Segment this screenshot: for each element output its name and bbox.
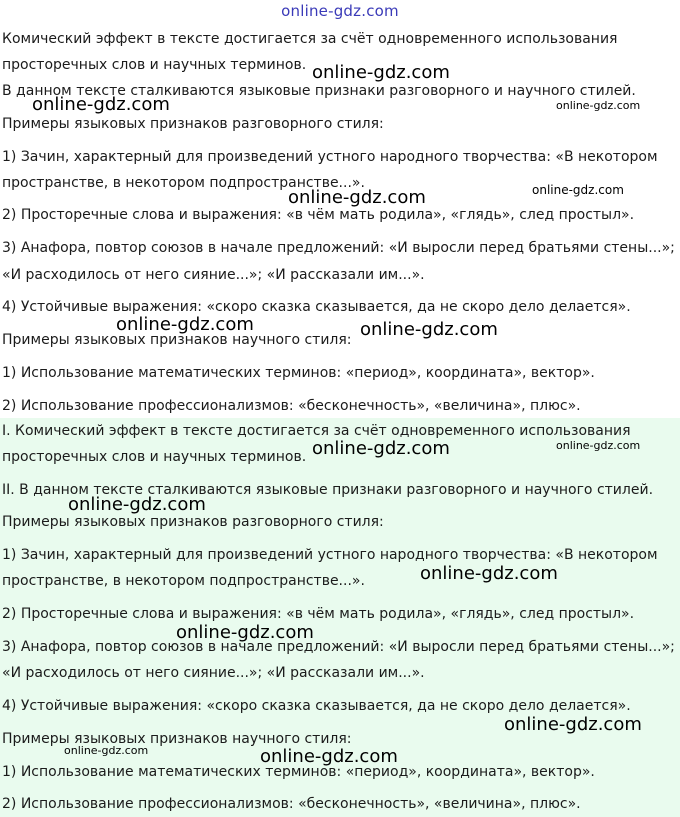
watermark: online-gdz.com (116, 314, 254, 335)
text-line: 1) Зачин, характерный для произведений устного народного творчества: «В некотором (2, 149, 658, 165)
answer-line: II. В данном тексте сталкиваются языковые признаки разговорного и научного стилей. (2, 482, 654, 498)
watermark: online-gdz.com (260, 746, 398, 767)
answer-line: 4) Устойчивые выражения: «скоро сказка сказывается, да не скоро дело делается». (2, 698, 631, 714)
text-line: 2) Использование профессионализмов: «бесконечность», «величина», плюс». (2, 398, 581, 414)
text-line: 2) Просторечные слова и выражения: «в чём мать родила», «глядь», след простыл». (2, 207, 635, 223)
site-header[interactable]: online-gdz.com (281, 2, 399, 20)
answer-line: 3) Анафора, повтор союзов в начале предложений: «И выросли перед братьями стены...»; (2, 639, 675, 655)
watermark: online-gdz.com (532, 183, 624, 197)
answer-line: просторечных слов и научных терминов. (2, 449, 307, 465)
watermark: online-gdz.com (64, 744, 149, 757)
text-line: 1) Использование математических терминов: «период», координата», вектор». (2, 365, 595, 381)
text-line: 3) Анафора, повтор союзов в начале предложений: «И выросли перед братьями стены...»; (2, 240, 675, 256)
answer-line: Примеры языковых признаков разговорного стиля: (2, 514, 384, 530)
answer-line: I. Комический эффект в тексте достигается за счёт одновременного использования (2, 423, 631, 439)
watermark: online-gdz.com (68, 494, 206, 515)
answer-line: Примеры языковых признаков научного стиля: (2, 731, 352, 747)
watermark: online-gdz.com (288, 187, 426, 208)
text-line: Примеры языковых признаков разговорного стиля: (2, 116, 384, 132)
watermark: online-gdz.com (504, 714, 642, 735)
answer-line: пространстве, в некотором подпространстве...». (2, 573, 365, 589)
watermark: online-gdz.com (360, 319, 498, 340)
answer-line: 1) Использование математических терминов: «период», координата», вектор». (2, 764, 595, 780)
text-line: «И расходилось от него сияние...»; «И рассказали им...». (2, 267, 425, 283)
text-line: 4) Устойчивые выражения: «скоро сказка сказывается, да не скоро дело делается». (2, 299, 631, 315)
answer-line: 2) Использование профессионализмов: «бесконечность», «величина», плюс». (2, 796, 581, 812)
watermark: online-gdz.com (312, 62, 450, 83)
watermark: online-gdz.com (420, 563, 558, 584)
answer-line: 1) Зачин, характерный для произведений устного народного творчества: «В некотором (2, 547, 658, 563)
text-line: Комический эффект в тексте достигается за счёт одновременного использования (2, 31, 618, 47)
text-line: просторечных слов и научных терминов. (2, 57, 307, 73)
answer-line: 2) Просторечные слова и выражения: «в чём мать родила», «глядь», след простыл». (2, 606, 635, 622)
watermark: online-gdz.com (176, 622, 314, 643)
watermark: online-gdz.com (312, 438, 450, 459)
text-line: В данном тексте сталкиваются языковые признаки разговорного и научного стилей. (2, 83, 636, 99)
answer-line: «И расходилось от него сияние...»; «И рассказали им...». (2, 665, 425, 681)
text-line: Примеры языковых признаков научного стиля: (2, 332, 352, 348)
text-line: пространстве, в некотором подпространстве...». (2, 175, 365, 191)
watermark: online-gdz.com (556, 439, 641, 452)
watermark: online-gdz.com (556, 99, 641, 112)
watermark: online-gdz.com (32, 94, 170, 115)
